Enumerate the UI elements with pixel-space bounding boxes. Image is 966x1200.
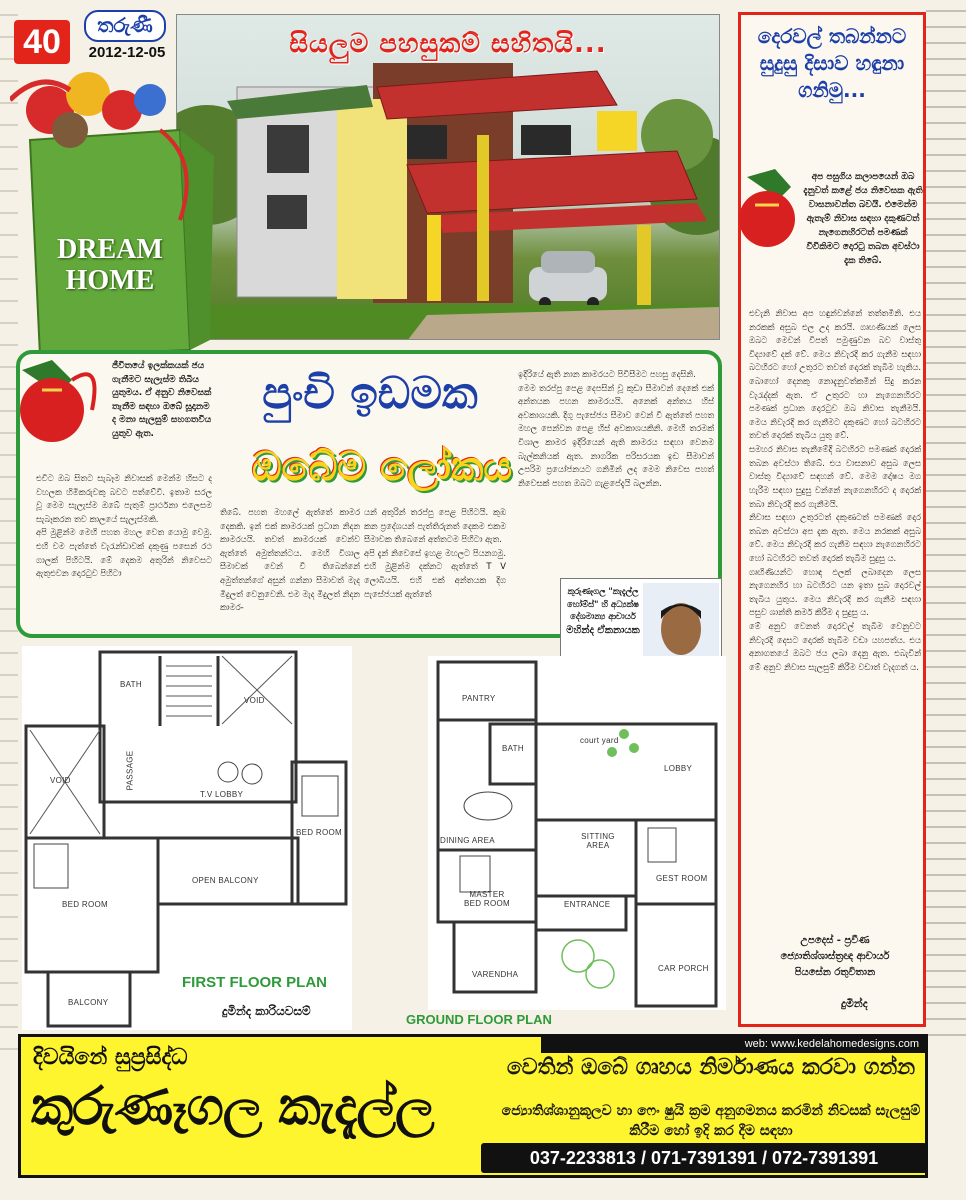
room-label: VOID [50, 776, 71, 785]
credit-line: උපදෙස් - ප්‍රවීණ [800, 935, 870, 946]
article-column-1: එවිට ඔබ සිතට සැබෑම නිවාසක් මෙන්ම හිසට ද වහලක හිමිකරුවකු බවට පත්වේවි. ඉතාම සරල වූ මෙම සැලැස්ම ඔබේ පැතුම් ප්‍රාර්ථනා එලෙසම සැබෑකරන තව කාලයේ සැලැස්මකි. අපි මුළින්ම මෙහි පහත මහල වෙත යොමු වෙමු. එහි වම පැත්තේ වැරැන්ඩාවක් දකුණු පසෙන් රථ ගාලක් පිහිටයි. මේ දෙකම අතුරින් නිවෙසට ඇතුළුවන දොරටුව පිහිටා [36, 473, 212, 579]
article-title-line-1: පුංචි ඉඩමක [262, 368, 478, 419]
credit-line: පියසේන රතුවිතාන [794, 967, 876, 978]
sidebar-title: දෙරවල් තබන්නට සුදුසු දිසාව හඳුනා ගනිමු... [757, 24, 907, 102]
ornament-icon [735, 163, 805, 253]
room-label: T.V LOBBY [200, 790, 244, 799]
room-label: LOBBY [664, 764, 693, 773]
room-label: VOID [244, 696, 265, 705]
ad-website[interactable]: web: www.kedelahomedesigns.com [541, 1035, 927, 1053]
sidebar-intro: අප පසුගිය කලාපයෙන් ඔබ දැනුවත් කළේ ජය නිවෙසක ඇති වාසනාවන්ත බවයි. එමෙන්ම ඇතැම් නිවාස සඳහා දකුණටත් නැගෙනහිරටත් පමණක් විවිකිමට දොරටු තබන අවස්ථා දැක තිබේ. [803, 172, 923, 266]
profile-description: කුරුණෑගල "කැදැල්ල හෝම්ස්" හි අධ්‍යක්ෂ දේශමාන්‍ය ආචාර්ය [567, 586, 639, 622]
ad-phone-numbers[interactable]: 037-2233813 / 071-7391391 / 072-7391391 [481, 1143, 927, 1173]
hero-headline: සියලුම පහසුකම් සහිතයි... [289, 29, 607, 59]
room-label: CAR PORCH [658, 964, 709, 973]
publication-date: 2012-12-05 [88, 44, 166, 61]
room-label: court yard [580, 736, 619, 745]
advertisement-banner [18, 1034, 928, 1178]
ground-floor-caption: GROUND FLOOR PLAN [406, 1012, 552, 1027]
room-label: MASTER BED ROOM [464, 890, 510, 908]
sidebar-author: දුමින්ද [841, 997, 868, 1010]
sidebar-article [738, 12, 926, 1027]
room-label: BED ROOM [62, 900, 108, 909]
room-label: BATH [502, 744, 524, 753]
gift-bag-graphic [10, 60, 220, 360]
room-label: GEST ROOM [656, 874, 708, 883]
credit-line: ජ්‍යොතිශ්ශාස්ත්‍රඥ ආචාර්ය [780, 951, 890, 962]
room-label: BATH [120, 680, 142, 689]
article-column-4: ඉදිරියේ ඇති නාන කාමරයට පිවිසීමට පහසු දෙසිනි. මෙම තරප්පු පෙළ දෙපසින් වූ කුඩා සීමාවන් දෙකේ එක් අන්තයක පහන කාමරයයි. අනෙක් අන්තය හිස් අවකාශයකි. දිගු පැසේජය සීමාව වෙන් වී ඇත්තේ පහත මහල පෙන්වන පෙළ හිස් අවකාශයකිනි. මෙහි තරමක් විශාල කාමර ඉදිරියෙන් ඇති කාමරය සඳහා වෙනම බැල්කනියක් ඇත. නාගරික පරිසරයක ඉඩ සීමාවන් උපරිම ප්‍රයෝජනයට ගනිමින් ලද මෙම නිවෙස පහත් නිවෙසක් පහත ඔබට ගැළපේදැයි බලන්න. [518, 369, 714, 488]
room-label: BED ROOM [296, 828, 342, 837]
room-label: BALCONY [68, 998, 109, 1007]
ground-floor-plan [428, 656, 726, 1010]
right-binding-rings [926, 0, 966, 1050]
ad-headline: වෙතින් ඔබේ ගෘහය නිර්මාණය කරවා ගන්න [506, 1055, 916, 1080]
article-column-2: තිබේ. පහත මහලේ ඇත්තේ කාමර දෙකකි. ඉන් එක් කාමරයක් ප්‍රධාන නිදන කාමරයයි. තවත් කාමරයක් වෙන්ව ඇත්තේ අමුත්තන්ටය. මෙහි විශාල සීමාවක් වෙන් වී තිබෙන්නේ අමුත්තන්ගේ අසුන් ගන්නා සීමාවත් මැද මිදුලත් වෙනුවෙනි. එම මැද මිදුලත් නිදන කාමර- [220, 507, 360, 613]
article-column-3: යන් අතුරින් තරප්පු පෙළ පිහිටයි. කුඹ කන ප්‍රදේශයන් පැත්තිරුනත් දෙකම එකම සීමාවක තිබෙනේ අත්තටම පිහිටා ඇත. අපි දැන් නිවෙසේ ඉහළ මහලට පියනගමු. එහි මුළින්ම දක්නට ඇත්තේ T V ලොබියයි. එහි එක් අන්තයක දිග පැසේජයක් ඇත්තේ [364, 507, 506, 599]
room-label: VARENDHA [472, 970, 519, 979]
sidebar-body: එවැනි නිවාස අප හඳුන්වන්නේ තත්තමිනි. එය නරකක් අසුබ එල උද කරයි. ගෘහණියක් ලෙස ඔබට මෙවන් විපත් පමුණුවන බව වාස්තු විද්‍යාවේ දක් වේ. මෙය නිවැරදි කර ගැනීම සඳහා බටහිරට හෝ උතුරට තවත් දොරක් තැබීම හැකිය. බොහෝ දෙනකු නොදැනුවත්කමින් සිදු කරන වැරැද්දක් ඇත. ඒ උතුරට හා නැගෙනහිරට පමණක් ප්‍රධාන දොරටුව ඔබ නිවාස තැනීමයි. මෙය නිවැරදි කර ගැනීමට දකුණට හෝ බටහිරට තවත් දොරක් තැබිය යුතු වේ. සමහර නිවාස තැනීමේදී බටහිරට පමණක් දොරක් තබන අවස්ථා තිබේ. එය වාසනාව අසුබ ලෙස වාස්තු විද්‍යාවේ සඳහන් වේ. මෙම දෝෂය මග හැරීම සඳහා සුදුසු වන්නේ නැගෙනහිරට ද දොරක් තබා නිවැරදි කර ගැනීමයි. නිවාස සඳහා උතුරටත් දකුණටත් පමණක් දොර තබන අවස්ථා අප දැක ඇත. මෙය නරකක් අසුබ වේ. මෙය නිවැරදි කර ගැනීම සඳහා නැගෙනහිරට හෝ බටහිරට තවත් දොරක් තැබීම සුදුසු ය. ගෘහිණියන්ට හොඳ ඵලක් ලබාදෙන ලෙස නැගෙනහිර හා බටහිරට යන ඉතා සුබ දොරවල් තැබිය යුතුය. මෙය නිවැරදි කර ගැනීම සඳහා පසුව ශාන්ති කර්ම කිරීම ද සුදුසු ය. මේ අනුව වෙනත් දොරවල් තැබීම වෙනුවට නිවැරදි දෙසට දොරක් තැබීම වඩා යහපත්ය. එය අනාගතයේ ඔබට ජය ලබා දෙනු ඇත. එබැවින් මේ අනුව නිවාස සැලසුම් කිරීම වඩාත් වැදගත් ය. [749, 308, 921, 672]
room-label: ENTRANCE [564, 900, 611, 909]
ad-tagline: දිවයිනේ සුප්‍රසිද්ධ [33, 1045, 188, 1070]
plan-credit: දුමින්ද කාරියවසම් [222, 1004, 311, 1018]
ornament-icon [12, 350, 108, 450]
article-title-line-2: ඔබේම ලෝකය [251, 444, 513, 490]
room-label: SITTING AREA [581, 832, 615, 850]
room-label: PANTRY [462, 694, 496, 703]
room-label: OPEN BALCONY [192, 876, 259, 885]
hero-house-render [176, 14, 720, 340]
publication-name: තරුණී [84, 10, 166, 42]
house-illustration [177, 15, 720, 340]
profile-caption [565, 585, 641, 638]
room-label: DINING AREA [440, 836, 495, 845]
article-intro: ජීවිතයේ ඉලක්කයක් ජය ගැනීමට සැලැස්ම තිබිය යුතුමය. ඒ අනුව නිවෙසක් තැනීම සඳහා ඔබේ සූදානම ද මනා සැලසුම් සහගතවිය යුතුව ඇත. [112, 361, 212, 439]
first-floor-caption: FIRST FLOOR PLAN [182, 974, 327, 991]
sidebar-credit [749, 933, 921, 981]
first-floor-plan [22, 646, 352, 1030]
dream-home-badge: DREAM HOME [57, 234, 163, 297]
page-number: 40 [14, 20, 70, 64]
room-label: PASSAGE [125, 750, 135, 791]
profile-name: මහින්ද ඒකනායක [566, 624, 640, 636]
ad-brand: කුරුණෑගල කැදැල්ල [31, 1077, 434, 1137]
ad-subtext: ජ්‍යොතිශ්ශානුකූලව හා ෆෙං ෂුයි ක්‍රම අනුගමනය කරමින් නිවසක් සැලසුම් කිරීම හෝ ඉදි කර දීම සඳහා [501, 1103, 921, 1140]
